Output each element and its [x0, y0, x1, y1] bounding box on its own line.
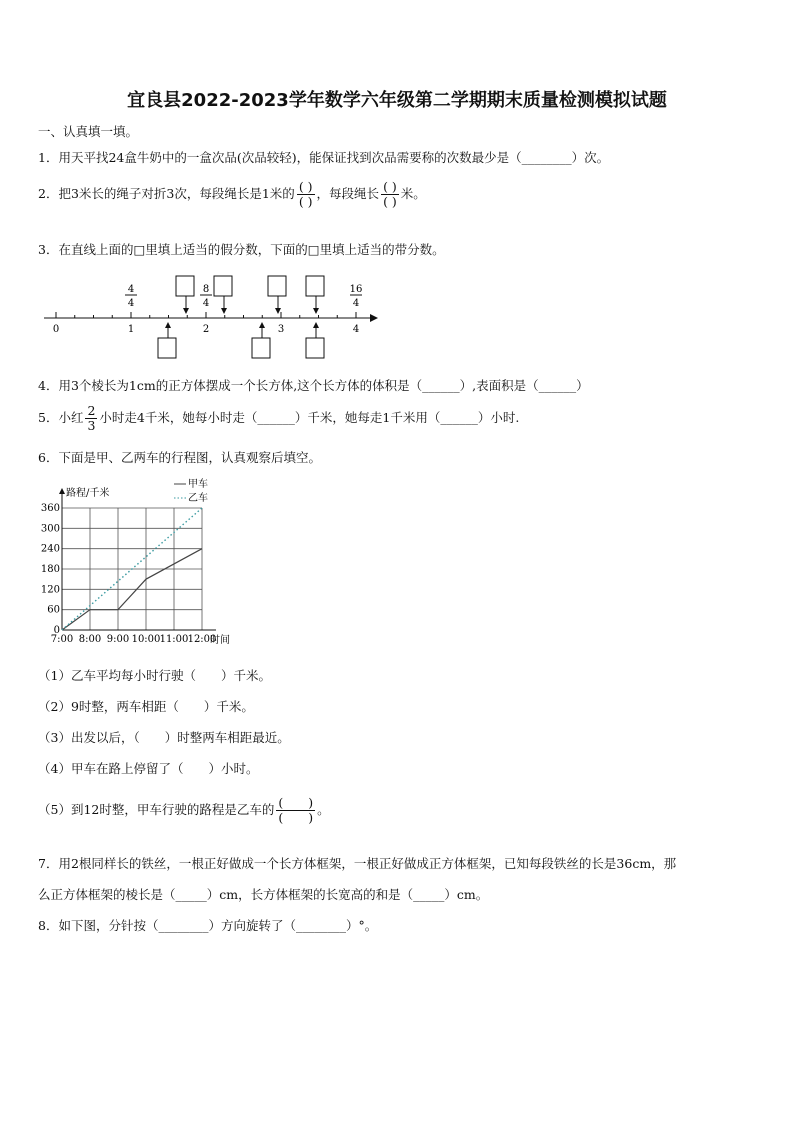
question-7-line-2: 么正方体框架的棱长是（_____）cm，长方体框架的长宽高的和是（_____）cm。	[38, 887, 489, 902]
y-tick-label: 0	[53, 625, 60, 636]
q6-sub-1: （1）乙车平均每小时行驶（ ）千米。	[38, 668, 271, 683]
top-box-1[interactable]	[176, 276, 194, 296]
question-1: 1．用天平找24盒牛奶中的一盒次品(次品较轻)，能保证找到次品需要称的次数最少是（________）次。	[38, 150, 610, 165]
q6-sub-4: （4）甲车在路上停留了（ ）小时。	[38, 761, 259, 776]
q6-5-fraction: $\frac{( )}{( )}$	[278, 795, 314, 825]
question-4: 4．用3个棱长为1cm的正方体摆成一个长方体,这个长方体的体积是（______）,表面积是（______）	[38, 378, 589, 393]
q5-pre: 5．小红	[38, 410, 84, 425]
bottom-box-3[interactable]	[306, 338, 324, 358]
x-tick-label: 10:00	[131, 634, 161, 645]
q6-5-post: 。	[317, 802, 330, 817]
fraction-denominator: 4	[352, 298, 360, 309]
question-7-line-1: 7．用2根同样长的铁丝，一根正好做成一个长方体框架，一根正好做成正方体框架，已知每段铁丝的长是36cm，那	[38, 856, 677, 871]
q2-pre: 2．把3米长的绳子对折3次，每段绳长是1米的	[38, 186, 295, 201]
fraction-numerator: 8	[202, 284, 210, 295]
bottom-box-2[interactable]	[252, 338, 270, 358]
q5-fraction: $\frac{2}{3}$	[87, 403, 96, 433]
fraction-numerator: 4	[127, 284, 135, 295]
tick-label: 1	[127, 324, 135, 335]
y-tick-label: 120	[40, 584, 60, 596]
bottom-box-1[interactable]	[158, 338, 176, 358]
top-box-2[interactable]	[214, 276, 232, 296]
q6-sub-3: （3）出发以后，（ ）时整两车相距最近。	[38, 730, 290, 745]
x-tick-label: 9:00	[106, 634, 130, 645]
tick-label: 4	[352, 324, 360, 335]
section-heading: 一、认真填一填。	[38, 124, 139, 139]
travel-chart	[34, 474, 284, 652]
question-8: 8．如下图，分针按（________）方向旋转了（________）°。	[38, 918, 378, 933]
top-box-3[interactable]	[268, 276, 286, 296]
x-tick-label: 12:00	[187, 634, 217, 645]
q5-post: 小时走4千米，她每小时走（______）千米，她每走1千米用（______）小时.	[99, 410, 520, 425]
fraction-denominator: 4	[202, 298, 210, 309]
fraction-denominator: 4	[127, 298, 135, 309]
y-tick-label: 360	[40, 503, 60, 514]
tick-label: 0	[52, 324, 60, 335]
tick-label: 3	[277, 324, 285, 335]
y-tick-label: 300	[40, 523, 60, 535]
question-3: 3．在直线上面的□里填上适当的假分数，下面的□里填上适当的带分数。	[38, 242, 445, 257]
tick-label: 2	[202, 324, 210, 335]
y-tick-label: 60	[47, 604, 60, 616]
question-2	[38, 180, 426, 209]
q2-fraction-1: $\frac{( )}{( )}$	[298, 179, 313, 209]
q2-fraction-2: $\frac{( )}{( )}$	[383, 179, 397, 209]
fraction-numerator: 16	[349, 284, 363, 295]
x-tick-label: 7:00	[50, 634, 74, 645]
q2-post: 米。	[400, 186, 426, 201]
x-axis-label: 时间	[210, 635, 230, 646]
y-axis-arrow	[59, 488, 65, 494]
q6-sub-5	[38, 796, 330, 825]
legend-label-jia: 甲车	[188, 479, 208, 490]
top-box-4[interactable]	[306, 276, 324, 296]
q6-sub-2: （2）9时整，两车相距（ ）千米。	[38, 699, 254, 714]
y-tick-label: 180	[40, 564, 60, 575]
q6-5-pre: （5）到12时整，甲车行驶的路程是乙车的	[38, 802, 275, 817]
y-tick-label: 240	[40, 543, 60, 555]
q2-mid: ，每段绳长	[316, 186, 380, 201]
number-line	[38, 270, 378, 365]
question-6: 6．下面是甲、乙两车的行程图，认真观察后填空。	[38, 450, 321, 465]
page-title: 宜良县2022-2023学年数学六年级第二学期期末质量检测模拟试题	[127, 90, 667, 111]
x-tick-label: 11:00	[159, 634, 189, 645]
y-axis-label: 路程/千米	[66, 488, 110, 499]
x-tick-label: 8:00	[78, 634, 102, 645]
question-5	[38, 404, 519, 433]
legend-label-yi: 乙车	[188, 493, 208, 504]
